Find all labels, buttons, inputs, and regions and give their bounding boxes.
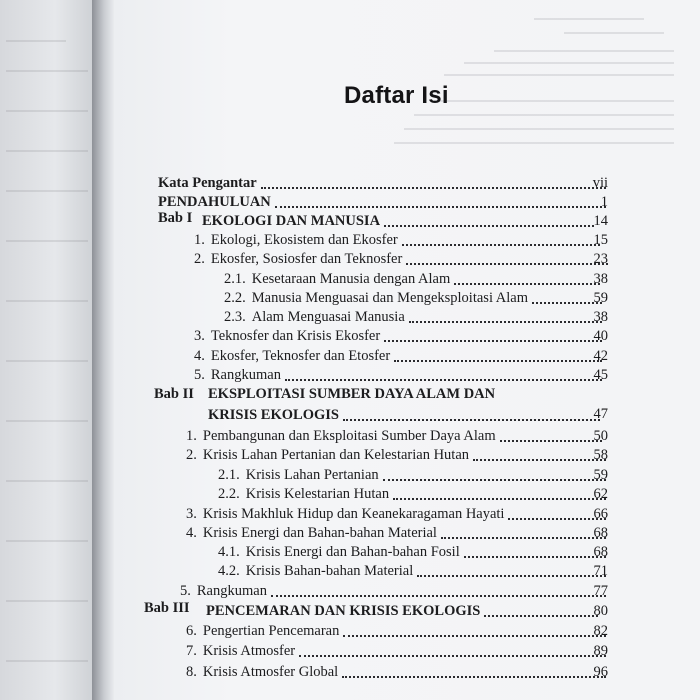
section-number: 4. xyxy=(186,525,197,541)
page-number: 23 xyxy=(593,251,608,267)
entry-label: Krisis Lahan Pertanian dan Kelestarian Hutan xyxy=(202,447,470,463)
toc-entry[interactable] xyxy=(206,600,602,620)
leader-dots xyxy=(285,379,602,381)
entry-label: Krisis Energi dan Bahan-bahan Fosil xyxy=(245,544,460,560)
section-number: 4.1. xyxy=(218,544,240,560)
page-number: 58 xyxy=(593,447,608,463)
faint-text-line xyxy=(6,420,88,422)
page-number: vii xyxy=(592,175,608,191)
faint-text-line xyxy=(6,110,88,112)
page-number: 59 xyxy=(593,467,608,483)
page-number: 14 xyxy=(593,213,608,229)
entry-label: Alam Menguasai Manusia xyxy=(251,309,405,325)
section-number: 1. xyxy=(186,428,197,444)
entry-label: Krisis Bahan-bahan Material xyxy=(245,563,414,579)
faint-text-line xyxy=(6,70,88,72)
toc-entry[interactable] xyxy=(186,620,610,640)
page-number: 89 xyxy=(593,643,608,659)
section-number: 8. xyxy=(186,664,197,680)
page-number: 15 xyxy=(593,232,608,248)
section-number: 7. xyxy=(186,643,197,659)
toc-entry[interactable] xyxy=(194,345,606,365)
faint-text-line xyxy=(6,600,88,602)
faint-text-line xyxy=(6,40,66,42)
entry-label: Kesetaraan Manusia dengan Alam xyxy=(251,271,451,287)
faint-text-line xyxy=(6,300,88,302)
leader-dots xyxy=(271,595,606,597)
leader-dots xyxy=(384,225,594,227)
page-number: 68 xyxy=(593,544,608,560)
page-number: 71 xyxy=(593,563,608,579)
page-number: 82 xyxy=(593,623,608,639)
entry-label: Pengertian Pencemaran xyxy=(202,623,340,639)
page-number: 77 xyxy=(593,583,608,599)
page-number: 59 xyxy=(593,290,608,306)
leader-dots xyxy=(275,206,606,208)
section-number: 2.3. xyxy=(224,309,246,325)
toc-entry[interactable] xyxy=(218,560,610,580)
toc-entry[interactable] xyxy=(186,503,610,523)
leader-dots xyxy=(343,419,600,421)
toc-entry[interactable] xyxy=(224,306,606,326)
page-number: 38 xyxy=(593,271,608,287)
section-number: 5. xyxy=(194,367,205,383)
entry-label: Rangkuman xyxy=(210,367,281,383)
section-number: 5. xyxy=(180,583,191,599)
toc-entry[interactable] xyxy=(194,248,612,268)
chapter-title-line2: KRISIS EKOLOGIS xyxy=(208,407,339,423)
page-number: 1 xyxy=(600,194,608,210)
page-number: 96 xyxy=(593,664,608,680)
entry-label: Krisis Lahan Pertanian xyxy=(245,467,379,483)
page-number: 45 xyxy=(593,367,608,383)
faint-text-line xyxy=(6,480,88,482)
entry-label: Ekosfer, Teknosfer dan Etosfer xyxy=(210,348,391,364)
entry-label: Krisis Atmosfer Global xyxy=(202,664,339,680)
leader-dots xyxy=(299,655,606,657)
section-number: 2. xyxy=(194,251,205,267)
table-of-contents xyxy=(114,0,700,700)
section-number: 2.1. xyxy=(218,467,240,483)
toc-entry[interactable] xyxy=(158,172,610,192)
section-number: 2.2. xyxy=(218,486,240,502)
entry-label: Manusia Menguasai dan Mengeksploitasi Alam xyxy=(251,290,529,306)
page-number: 80 xyxy=(593,603,608,619)
toc-entry[interactable] xyxy=(194,325,606,345)
section-number: 6. xyxy=(186,623,197,639)
toc-entry[interactable] xyxy=(202,210,598,230)
page-title: Daftar Isi xyxy=(344,82,449,109)
toc-entry[interactable] xyxy=(186,661,610,681)
chapter-number: Bab III xyxy=(144,600,190,616)
toc-entry[interactable] xyxy=(180,580,610,600)
toc-entry[interactable] xyxy=(186,522,610,542)
entry-label: Krisis Makhluk Hidup dan Keanekaragaman Hayati xyxy=(202,506,505,522)
toc-entry[interactable] xyxy=(194,364,606,384)
facing-page-left xyxy=(0,0,92,700)
entry-label: Krisis Energi dan Bahan-bahan Material xyxy=(202,525,437,541)
page-number: 68 xyxy=(593,525,608,541)
entry-label: Pembangunan dan Eksploitasi Sumber Daya Alam xyxy=(202,428,496,444)
entry-label: Krisis Atmosfer xyxy=(202,643,296,659)
toc-entry[interactable] xyxy=(224,287,606,307)
section-number: 3. xyxy=(186,506,197,522)
entry-label: Rangkuman xyxy=(196,583,267,599)
entry-label: PENDAHULUAN xyxy=(158,194,271,210)
page-number: 38 xyxy=(593,309,608,325)
page-number: 40 xyxy=(593,328,608,344)
toc-entry[interactable] xyxy=(218,464,610,484)
faint-text-line xyxy=(6,190,88,192)
chapter-title: EKSPLOITASI SUMBER DAYA ALAM DAN xyxy=(208,386,496,402)
toc-entry[interactable] xyxy=(194,229,604,249)
section-number: 2.2. xyxy=(224,290,246,306)
entry-label: Ekosfer, Sosiosfer dan Teknosfer xyxy=(210,251,403,267)
entry-label: Kata Pengantar xyxy=(158,175,257,191)
leader-dots xyxy=(342,676,606,678)
toc-entry[interactable] xyxy=(208,404,604,424)
faint-text-line xyxy=(6,360,88,362)
toc-entry[interactable] xyxy=(186,444,610,464)
page-number: 47 xyxy=(593,406,608,422)
toc-page xyxy=(114,0,700,700)
entry-label: Teknosfer dan Krisis Ekosfer xyxy=(210,328,381,344)
entry-label: Krisis Kelestarian Hutan xyxy=(245,486,390,502)
section-number: 2.1. xyxy=(224,271,246,287)
section-number: 3. xyxy=(194,328,205,344)
book-gutter xyxy=(92,0,114,700)
toc-entry[interactable] xyxy=(158,191,610,211)
toc-entry[interactable] xyxy=(224,268,604,288)
chapter-title: EKOLOGI DAN MANUSIA xyxy=(202,213,381,229)
entry-label: Ekologi, Ekosistem dan Ekosfer xyxy=(210,232,398,248)
page-number: 42 xyxy=(593,348,608,364)
faint-text-line xyxy=(6,660,88,662)
page-number: 62 xyxy=(593,486,608,502)
chapter-title: PENCEMARAN DAN KRISIS EKOLOGIS xyxy=(206,603,481,619)
page-number: 50 xyxy=(593,428,608,444)
chapter-number: Bab I xyxy=(158,210,193,226)
faint-text-line xyxy=(6,240,88,242)
chapter-number: Bab II xyxy=(154,386,194,402)
section-number: 4.2. xyxy=(218,563,240,579)
toc-entry[interactable] xyxy=(218,541,610,561)
section-number: 1. xyxy=(194,232,205,248)
toc-entry[interactable] xyxy=(186,640,610,660)
faint-text-line xyxy=(6,540,88,542)
faint-text-line xyxy=(6,150,88,152)
leader-dots xyxy=(343,635,606,637)
section-number: 4. xyxy=(194,348,205,364)
toc-entry[interactable] xyxy=(186,425,606,445)
page-number: 66 xyxy=(593,506,608,522)
leader-dots xyxy=(261,187,606,189)
toc-entry[interactable] xyxy=(218,483,610,503)
section-number: 2. xyxy=(186,447,197,463)
